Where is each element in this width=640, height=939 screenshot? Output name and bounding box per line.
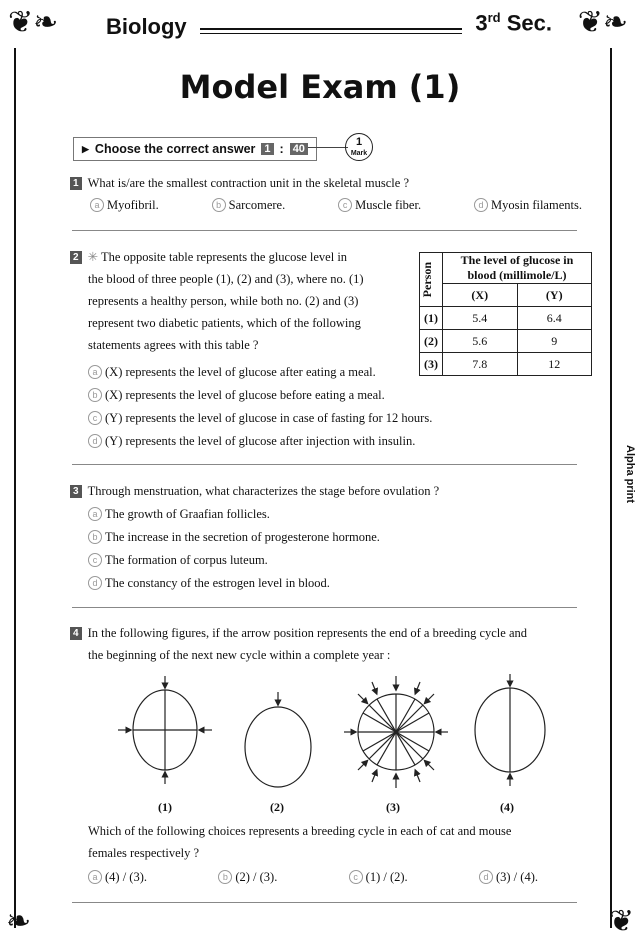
figure-1-cycle [118, 676, 212, 784]
divider [72, 607, 577, 608]
question-text: Which of the following choices represents a breeding cycle in each of cat and mouse [88, 824, 512, 838]
question-4-followup [88, 820, 588, 888]
play-icon: ▶ [82, 143, 89, 154]
option-a[interactable]: a Myofibril. [90, 194, 159, 216]
option-b[interactable]: b The increase in the secretion of progesterone hormone. [88, 526, 380, 548]
option-a[interactable]: a (4) / (3). [88, 866, 147, 888]
asterisk-icon: ✳ [87, 250, 101, 264]
divider [72, 230, 577, 231]
question-1 [70, 172, 590, 216]
question-4 [70, 622, 590, 666]
figure-1-label: (1) [158, 800, 172, 814]
option-c[interactable]: c Muscle fiber. [338, 194, 421, 216]
figure-4-label: (4) [500, 800, 514, 814]
option-b[interactable]: b (X) represents the level of glucose before eating a meal. [88, 384, 385, 406]
mark-connector [308, 147, 348, 148]
col-y-header: (Y) [517, 284, 592, 307]
question-text: statements agrees with this table ? [88, 338, 259, 352]
page-header [8, 6, 632, 42]
x-cell: 5.4 [443, 307, 518, 330]
table-row [420, 353, 592, 376]
question-text: the beginning of the next new cycle within a complete year : [88, 648, 391, 662]
instruction-label: Choose the correct answer [94, 142, 256, 156]
col-x-header: (X) [443, 284, 518, 307]
subject-label: Biology [106, 14, 187, 39]
ornament-icon: ❦❧ [577, 5, 628, 40]
range-start: 1 [261, 143, 273, 155]
mark-badge: 1 Mark [345, 133, 373, 161]
y-cell: 6.4 [517, 307, 592, 330]
question-text: the blood of three people (1), (2) and (3), where no. (1) [88, 272, 364, 286]
question-2 [70, 246, 415, 356]
question-number: 1 [70, 177, 82, 190]
option-d[interactable]: d (Y) represents the level of glucose after injection with insulin. [88, 430, 415, 452]
x-cell: 5.6 [443, 330, 518, 353]
range-separator: : [279, 142, 284, 156]
option-b[interactable]: b Sarcomere. [212, 194, 286, 216]
breeding-cycle-figures [100, 672, 560, 797]
question-text: The opposite table represents the glucose level in [100, 250, 348, 264]
question-text: represents a healthy person, while both no. (2) and (3) [88, 294, 359, 308]
question-number: 3 [70, 485, 82, 498]
ornament-icon: ❦❧ [8, 5, 59, 40]
x-cell: 7.8 [443, 353, 518, 376]
question-text: females respectively ? [88, 846, 200, 860]
column-header: The level of glucose in blood (millimole/L) [443, 253, 592, 284]
option-c[interactable]: c (Y) represents the level of glucose in case of fasting for 12 hours. [88, 407, 432, 429]
question-3 [70, 480, 590, 594]
glucose-table [419, 252, 592, 376]
grade-label: 3rd Sec. [475, 10, 552, 36]
side-label: Alpha print [624, 445, 636, 504]
figure-2-cycle [245, 692, 311, 787]
option-a[interactable]: a The growth of Graafian follicles. [88, 503, 270, 525]
question-number: 4 [70, 627, 82, 640]
question-text: In the following figures, if the arrow position represents the end of a breeding cycle and [87, 626, 528, 640]
option-c[interactable]: c (1) / (2). [349, 866, 408, 888]
question-text: What is/are the smallest contraction unit in the skeletal muscle ? [87, 176, 409, 190]
question-text: Through menstruation, what characterizes the stage before ovulation ? [87, 484, 440, 498]
figure-3-label: (3) [386, 800, 400, 814]
option-d[interactable]: d The constancy of the estrogen level in blood. [88, 572, 330, 594]
person-cell: (1) [420, 307, 443, 330]
header-rule [200, 28, 462, 34]
table-row [420, 330, 592, 353]
option-d[interactable]: d (3) / (4). [479, 866, 538, 888]
range-end: 40 [290, 143, 308, 155]
option-b[interactable]: b (2) / (3). [218, 866, 277, 888]
y-cell: 12 [517, 353, 592, 376]
figure-3-cycle [344, 676, 448, 788]
question-text: represent two diabetic patients, which of the following [88, 316, 361, 330]
page-title: Model Exam (1) [179, 68, 461, 106]
question-number: 2 [70, 251, 82, 264]
option-d[interactable]: d Myosin filaments. [474, 194, 582, 216]
option-c[interactable]: c The formation of corpus luteum. [88, 549, 268, 571]
divider [72, 902, 577, 903]
divider [72, 464, 577, 465]
instruction-box [73, 137, 317, 161]
ornament-icon: ❧ [6, 904, 32, 939]
option-a[interactable]: a (X) represents the level of glucose after eating a meal. [88, 361, 376, 383]
row-header: Person [420, 253, 443, 307]
table-row [420, 307, 592, 330]
person-cell: (2) [420, 330, 443, 353]
ornament-icon: ❦ [608, 904, 634, 939]
y-cell: 9 [517, 330, 592, 353]
person-cell: (3) [420, 353, 443, 376]
figure-2-label: (2) [270, 800, 284, 814]
figure-4-cycle [475, 674, 545, 786]
